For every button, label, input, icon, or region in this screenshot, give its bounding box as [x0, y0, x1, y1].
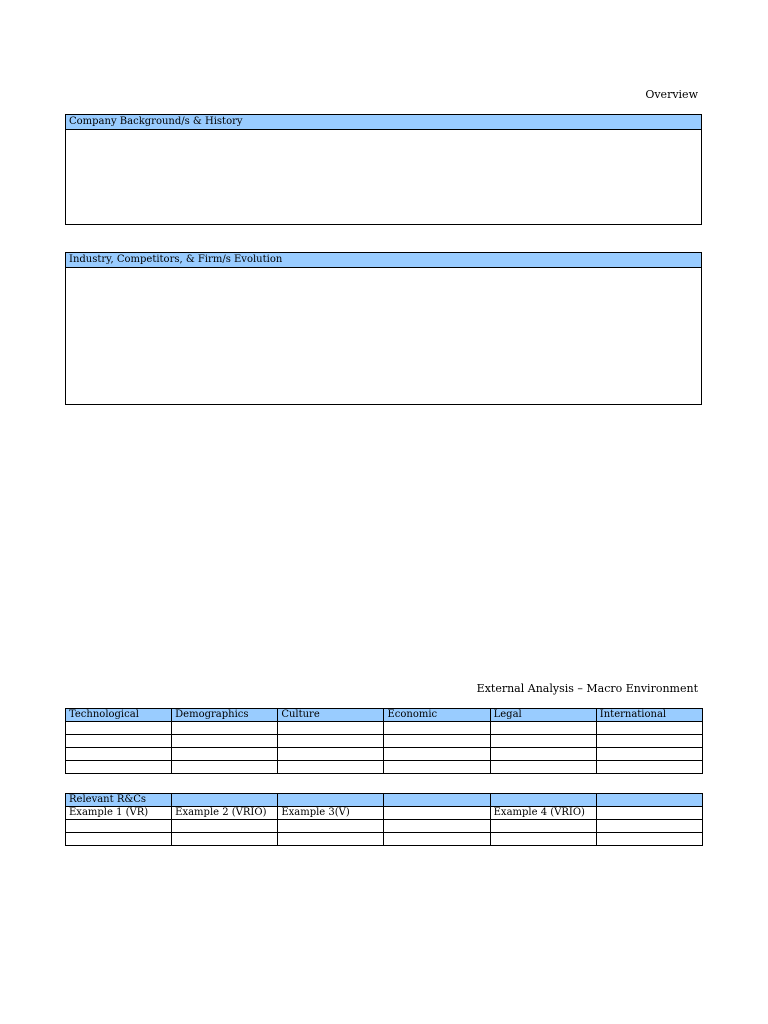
table-row [66, 820, 703, 833]
table-cell[interactable] [66, 722, 172, 735]
macro-environment-table [65, 708, 703, 774]
macro-header-cell: Legal [490, 709, 596, 722]
macro-header-cell: Culture [278, 709, 384, 722]
table-cell[interactable] [278, 761, 384, 774]
table-cell[interactable] [66, 833, 172, 846]
rcs-header-cell [278, 794, 384, 807]
industry-evolution-box [65, 252, 702, 405]
table-row [66, 722, 703, 735]
table-cell[interactable] [490, 820, 596, 833]
rcs-header-cell: Relevant R&Cs [66, 794, 172, 807]
table-cell[interactable] [490, 761, 596, 774]
macro-header-cell: Technological [66, 709, 172, 722]
company-background-box [65, 114, 702, 225]
rcs-header-cell [384, 794, 490, 807]
table-cell[interactable] [596, 833, 702, 846]
table-cell[interactable] [66, 820, 172, 833]
table-row [66, 807, 703, 820]
table-cell[interactable] [596, 735, 702, 748]
table-cell[interactable] [384, 833, 490, 846]
company-background-header: Company Background/s & History [66, 115, 701, 130]
table-cell[interactable] [172, 722, 278, 735]
table-cell[interactable] [172, 761, 278, 774]
table-cell[interactable] [278, 833, 384, 846]
macro-header-cell: Economic [384, 709, 490, 722]
table-cell[interactable] [596, 820, 702, 833]
table-cell[interactable] [490, 722, 596, 735]
table-cell[interactable] [278, 722, 384, 735]
table-row [66, 735, 703, 748]
macro-header-row [66, 709, 703, 722]
table-row [66, 748, 703, 761]
table-cell[interactable] [596, 807, 702, 820]
macro-header-cell: International [596, 709, 702, 722]
table-cell[interactable]: Example 3(V) [278, 807, 384, 820]
table-row [66, 833, 703, 846]
overview-heading: Overview [645, 88, 698, 101]
table-cell[interactable] [66, 761, 172, 774]
industry-evolution-header: Industry, Competitors, & Firm/s Evolution [66, 253, 701, 268]
rcs-header-cell [490, 794, 596, 807]
table-cell[interactable] [172, 833, 278, 846]
relevant-rcs-table [65, 793, 703, 846]
rcs-header-cell [172, 794, 278, 807]
external-analysis-heading: External Analysis – Macro Environment [476, 682, 698, 695]
table-cell[interactable] [278, 748, 384, 761]
table-cell[interactable] [384, 722, 490, 735]
rcs-header-row [66, 794, 703, 807]
table-cell[interactable] [490, 748, 596, 761]
table-cell[interactable] [490, 735, 596, 748]
macro-header-cell: Demographics [172, 709, 278, 722]
rcs-header-cell [596, 794, 702, 807]
table-cell[interactable] [490, 833, 596, 846]
table-cell[interactable] [384, 761, 490, 774]
table-row [66, 761, 703, 774]
table-cell[interactable] [278, 735, 384, 748]
table-cell[interactable] [596, 748, 702, 761]
table-cell[interactable] [172, 748, 278, 761]
table-cell[interactable] [66, 748, 172, 761]
table-cell[interactable] [172, 735, 278, 748]
table-cell[interactable] [172, 820, 278, 833]
table-cell[interactable] [384, 807, 490, 820]
table-cell[interactable] [596, 761, 702, 774]
table-cell[interactable]: Example 2 (VRIO) [172, 807, 278, 820]
table-cell[interactable] [384, 735, 490, 748]
table-cell[interactable] [278, 820, 384, 833]
table-cell[interactable] [66, 735, 172, 748]
table-cell[interactable]: Example 1 (VR) [66, 807, 172, 820]
table-cell[interactable]: Example 4 (VRIO) [490, 807, 596, 820]
table-cell[interactable] [384, 820, 490, 833]
table-cell[interactable] [384, 748, 490, 761]
table-cell[interactable] [596, 722, 702, 735]
